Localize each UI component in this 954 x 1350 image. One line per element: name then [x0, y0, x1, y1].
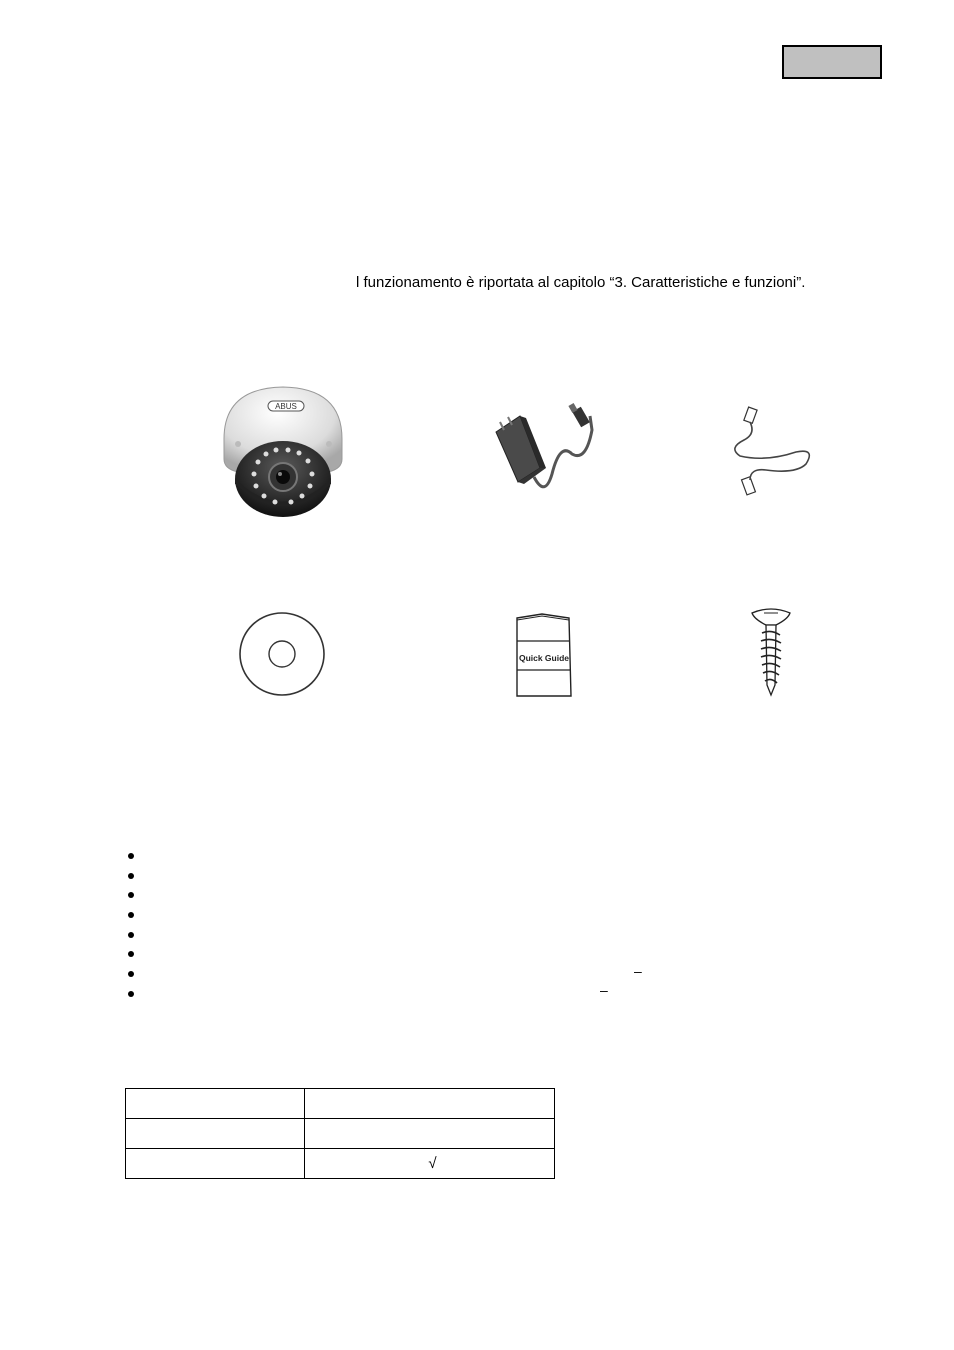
bullet-icon: [128, 932, 134, 938]
bullet-icon: [128, 991, 134, 997]
table-row: [126, 1089, 555, 1119]
bullet-icon: [128, 951, 134, 957]
feature-table: [125, 1088, 555, 1179]
dash-mark: –: [600, 982, 608, 998]
intro-text: l funzionamento è riportata al capitolo “3. Caratteristiche e funzioni”.: [356, 274, 806, 291]
language-tab-box: [782, 45, 882, 79]
bullet-icon: [128, 853, 134, 859]
dash-mark: –: [634, 963, 642, 979]
quick-guide-booklet-icon: [512, 608, 576, 700]
camera-logo: ABUS: [275, 402, 297, 411]
power-adapter-image: [490, 402, 600, 498]
table-cell: [126, 1089, 305, 1119]
table-row: [126, 1149, 555, 1179]
cd-disc-icon: [236, 609, 328, 699]
quick-guide-label: Quick Guide: [518, 653, 570, 663]
table-cell: [305, 1089, 555, 1119]
table-cell: [305, 1149, 555, 1179]
table-cell: [126, 1149, 305, 1179]
bullet-icon: [128, 892, 134, 898]
bullet-icon: [128, 873, 134, 879]
table-cell: [305, 1119, 555, 1149]
bullet-icon: [128, 971, 134, 977]
table-row: [126, 1119, 555, 1149]
bullet-icon: [128, 912, 134, 918]
table-cell: [126, 1119, 305, 1149]
dome-camera-image: [218, 384, 348, 520]
network-cable-image: [726, 404, 816, 500]
screw-icon: [748, 607, 794, 699]
checkmark: √: [428, 1155, 437, 1172]
